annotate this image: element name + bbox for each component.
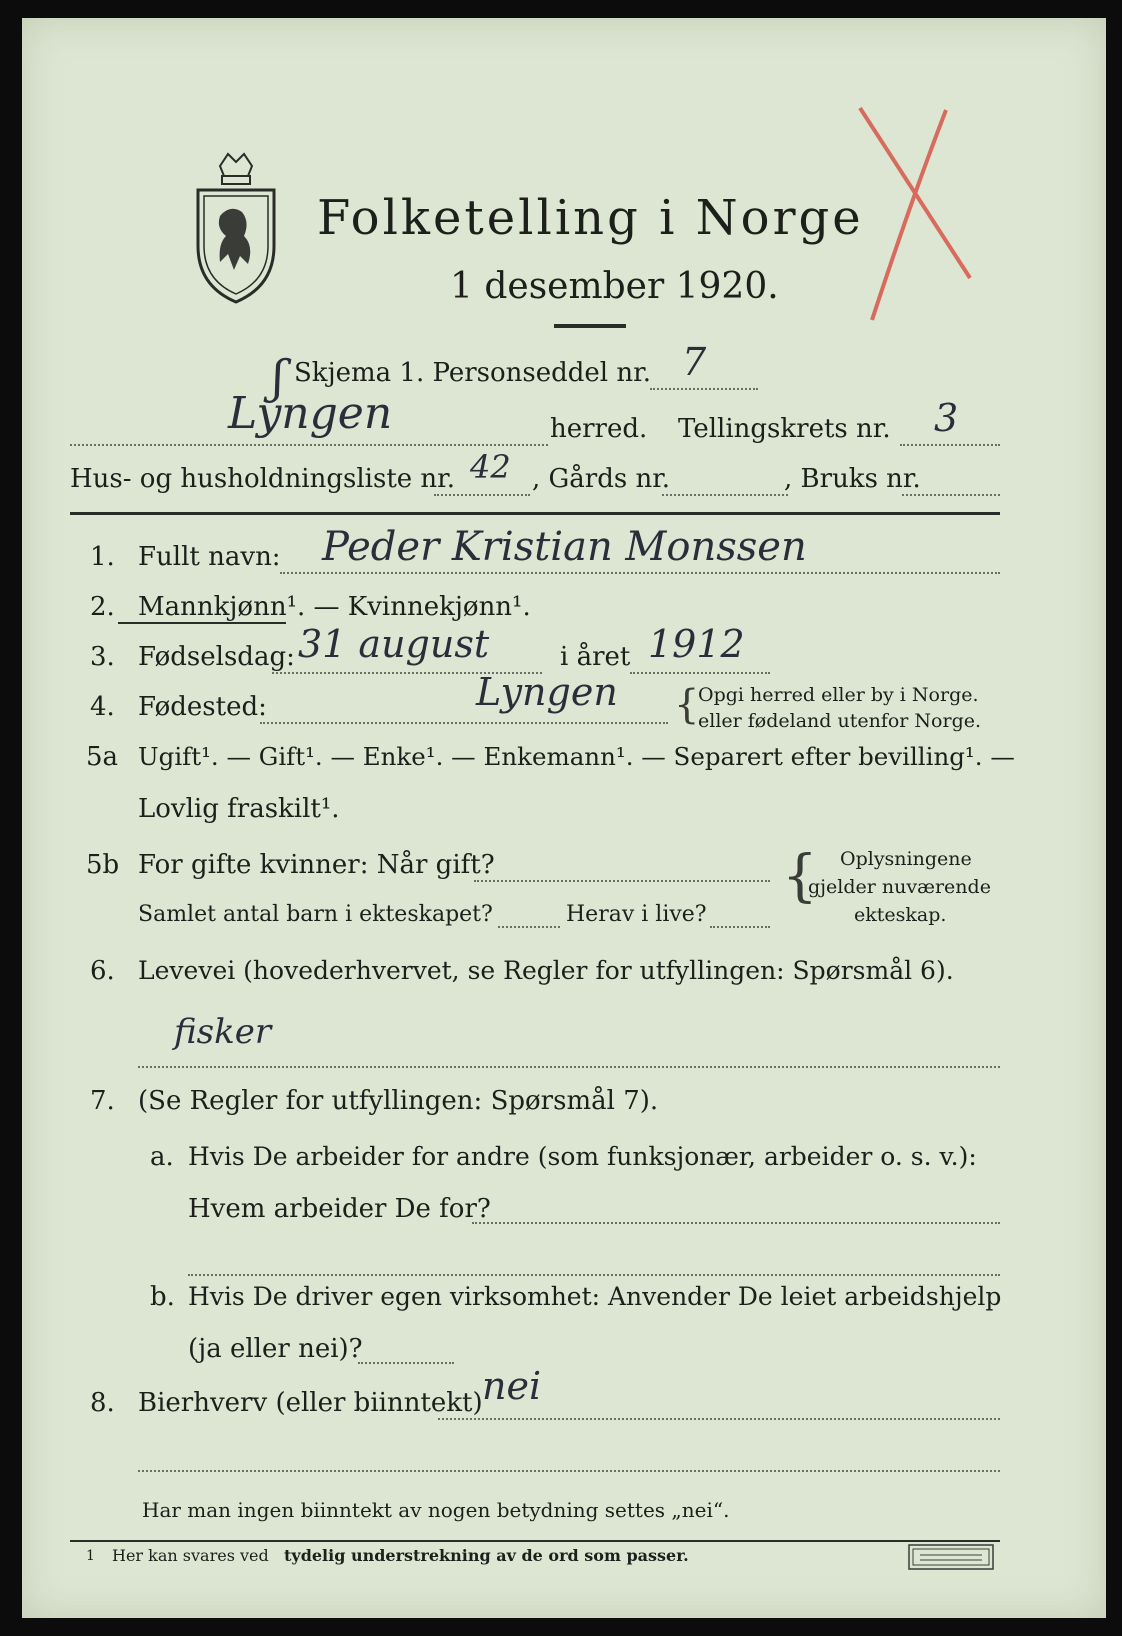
- q5a-line-2: Lovlig fraskilt¹.: [138, 794, 340, 824]
- q5b-note-1: Oplysningene: [840, 848, 972, 870]
- q5b-note-2: gjelder nuværende: [808, 876, 991, 898]
- q5a-line-1: Ugift¹. — Gift¹. — Enke¹. — Enkemann¹. — Separert efter bevilling¹. —: [138, 742, 1015, 771]
- header-divider: [70, 512, 1000, 515]
- q3-day-value: 31 august: [298, 622, 490, 666]
- q2-number: 2.: [90, 592, 115, 622]
- q8-extra-line[interactable]: [138, 1470, 1000, 1472]
- census-form: [22, 18, 1106, 1618]
- title-divider: [554, 324, 626, 328]
- printer-stamp-icon: [908, 1544, 994, 1570]
- red-cross-mark: [842, 88, 982, 328]
- q4-line[interactable]: [260, 722, 668, 724]
- bottom-note: Har man ingen biinntekt av nogen betydning settes „nei“.: [142, 1498, 730, 1522]
- q4-note-1: Opgi herred eller by i Norge.: [698, 684, 979, 706]
- q4-note-2: eller fødeland utenfor Norge.: [698, 710, 982, 732]
- q1-value: Peder Kristian Monssen: [322, 524, 807, 570]
- schema-label: Skjema 1. Personseddel nr.: [294, 358, 651, 388]
- q7-label: (Se Regler for utfyllingen: Spørsmål 7).: [138, 1086, 659, 1116]
- q2-label: Mannkjønn¹. — Kvinnekjønn¹.: [138, 592, 531, 622]
- q5b-alive-line[interactable]: [710, 926, 770, 928]
- footnote-mark: 1: [86, 1548, 95, 1564]
- tellingskrets-label: Tellingskrets nr.: [678, 414, 891, 444]
- q4-brace: {: [674, 682, 700, 728]
- tellingskrets-line[interactable]: [900, 444, 1000, 446]
- footnote-text-a: Her kan svares ved: [112, 1546, 269, 1565]
- q8-number: 8.: [90, 1388, 115, 1418]
- footnote-text-b: tydelig understrekning av de ord som passer.: [284, 1546, 689, 1565]
- q5a-number: 5a: [86, 742, 119, 772]
- herred-line[interactable]: [70, 444, 548, 446]
- q5b-children-line[interactable]: [498, 926, 560, 928]
- q5b-line-1: For gifte kvinner: Når gift?: [138, 850, 495, 880]
- q8-label: Bierhverv (eller biinntekt): [138, 1388, 483, 1418]
- gards-label: , Gårds nr.: [532, 464, 671, 494]
- q1-line[interactable]: [280, 572, 1000, 574]
- q3-label: Fødselsdag:: [138, 642, 295, 672]
- q6-line[interactable]: [138, 1066, 1000, 1068]
- q8-value: nei: [482, 1364, 542, 1408]
- q5b-note-3: ekteskap.: [854, 904, 947, 926]
- herred-value: Lyngen: [228, 388, 393, 439]
- q6-number: 6.: [90, 956, 115, 986]
- q4-number: 4.: [90, 692, 115, 722]
- q7b-number: b.: [150, 1282, 175, 1312]
- q7a-line-2: Hvem arbeider De for?: [188, 1194, 491, 1224]
- q6-label: Levevei (hovederhvervet, se Regler for utfyllingen: Spørsmål 6).: [138, 956, 954, 985]
- q7-number: 7.: [90, 1086, 115, 1116]
- q7b-line-2: (ja eller nei)?: [188, 1334, 363, 1364]
- q5b-married-line[interactable]: [474, 880, 770, 882]
- q4-label: Fødested:: [138, 692, 267, 722]
- q5b-brace: {: [782, 844, 818, 909]
- q2-underline: [118, 622, 286, 624]
- bruks-line[interactable]: [902, 494, 1000, 496]
- footnote-divider: [70, 1540, 1000, 1542]
- gards-line[interactable]: [662, 494, 788, 496]
- q4-value: Lyngen: [476, 670, 618, 714]
- q7a-employer-line[interactable]: [472, 1222, 1000, 1224]
- form-title: Folketelling i Norge: [317, 190, 864, 246]
- q6-value: fisker: [174, 1012, 272, 1052]
- personseddel-nr-value: 7: [682, 340, 707, 384]
- q7a-line-1: Hvis De arbeider for andre (som funksjonær, arbeider o. s. v.):: [188, 1142, 977, 1171]
- q7a-extra-line[interactable]: [188, 1274, 1000, 1276]
- hus-line[interactable]: [434, 494, 530, 496]
- hus-label: Hus- og husholdningsliste nr.: [70, 464, 456, 494]
- hus-value: 42: [470, 448, 511, 486]
- bruks-label: , Bruks nr.: [784, 464, 921, 494]
- q8-line[interactable]: [438, 1418, 1000, 1420]
- tellingskrets-value: 3: [934, 396, 959, 440]
- q3-year-value: 1912: [648, 622, 745, 666]
- q5b-line-2b: Herav i live?: [566, 902, 707, 927]
- q3-number: 3.: [90, 642, 115, 672]
- herred-label: herred.: [550, 414, 648, 444]
- q5b-number: 5b: [86, 850, 120, 880]
- flourish-mark: ʃ: [272, 350, 285, 404]
- q5b-line-2a: Samlet antal barn i ekteskapet?: [138, 902, 493, 927]
- q7b-line-1: Hvis De driver egen virksomhet: Anvender De leiet arbeidshjelp: [188, 1282, 1002, 1311]
- coat-of-arms-icon: [190, 146, 282, 306]
- form-date: 1 desember 1920.: [450, 266, 779, 307]
- q1-label: Fullt navn:: [138, 542, 281, 572]
- personseddel-nr-line[interactable]: [650, 388, 758, 390]
- q1-number: 1.: [90, 542, 115, 572]
- q3-year-label: i året: [560, 642, 631, 672]
- q7b-answer-line[interactable]: [358, 1362, 454, 1364]
- q3-year-line[interactable]: [630, 672, 770, 674]
- q7a-number: a.: [150, 1142, 174, 1172]
